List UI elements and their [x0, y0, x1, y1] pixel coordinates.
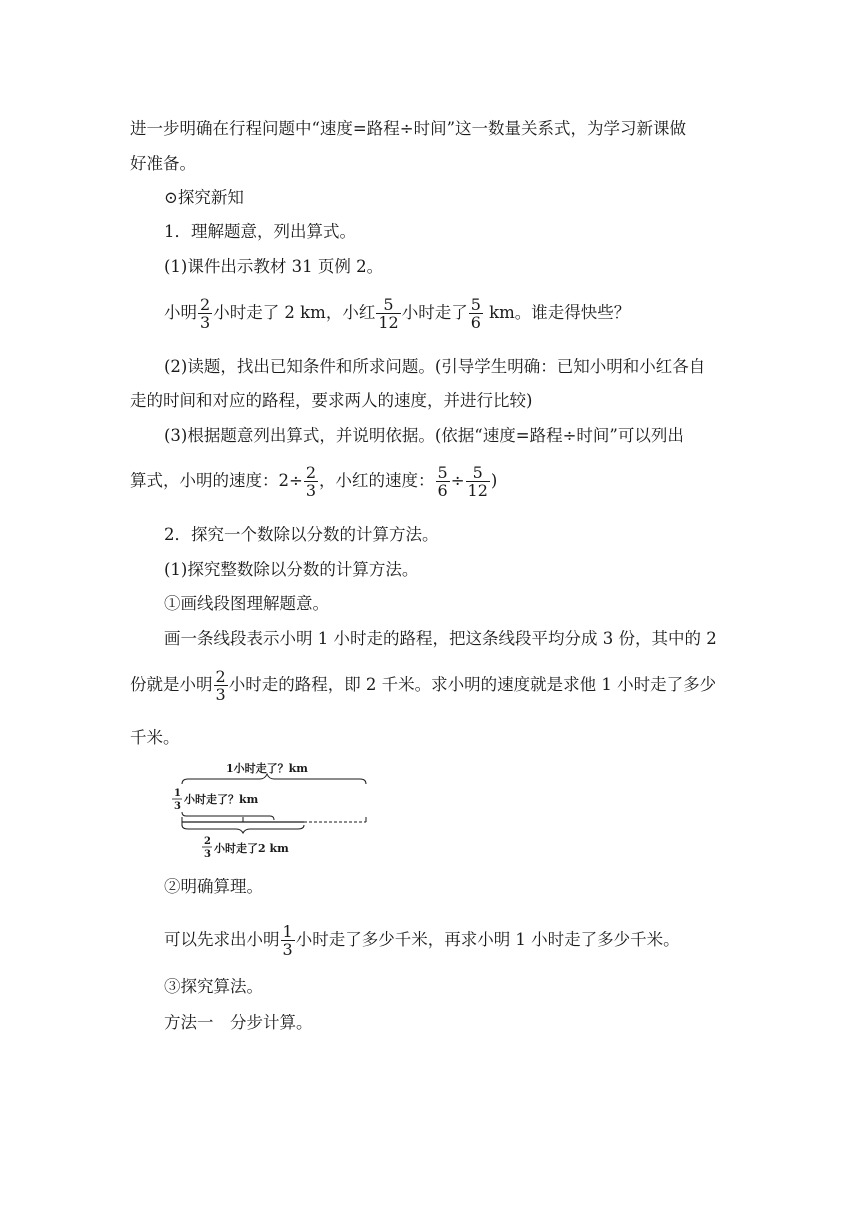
divide-operator: ÷: [450, 471, 465, 490]
diagram-top-label: 1小时走了？km: [226, 762, 308, 775]
step1-sub2-line2: 走的时间和对应的路程，要求两人的速度，并进行比较): [130, 391, 533, 410]
formula-text-2: ，小红的速度：: [319, 471, 435, 490]
reason-line: [164, 923, 680, 958]
fraction-denominator: 12: [467, 481, 488, 500]
section-heading: ⊙探究新知: [164, 188, 244, 207]
reason-text-1: 可以先求出小明: [164, 930, 280, 949]
diagram-twothirds-numerator: 2: [204, 836, 211, 847]
top-brace: [182, 774, 366, 784]
step1-sub3-line2: [130, 464, 497, 499]
paragraph-intro-line2: 好准备。: [130, 154, 196, 173]
fraction-numerator: 5: [437, 463, 448, 482]
diagram-third-numerator: 1: [174, 788, 181, 799]
draw-line1: 画一条线段表示小明 1 小时走的路程，把这条线段平均分成 3 份，其中的 2: [164, 629, 717, 648]
line-segment-diagram: [164, 758, 384, 868]
fraction: [469, 296, 483, 331]
diagram-third-denominator: 3: [174, 801, 181, 812]
fraction-denominator: 3: [215, 685, 226, 704]
fraction: [304, 464, 318, 499]
method1-heading: 方法一 分步计算。: [164, 1013, 313, 1032]
diagram-third-label: 小时走了？km: [184, 793, 259, 806]
circle3-heading: ③探究算法。: [164, 977, 263, 996]
draw-text-2: 小时走的路程，即 2 千米。求小明的速度就是求他 1 小时走了多少: [228, 675, 717, 694]
fraction: [436, 464, 450, 499]
fraction: [466, 464, 490, 499]
step1-sub3-line1: (3)根据题意列出算式，并说明依据。(依据“速度=路程÷时间”可以列出: [164, 426, 684, 445]
draw-text-1: 份就是小明: [130, 675, 213, 694]
problem-text-2: 小时走了 2 km，小红: [213, 303, 376, 322]
fraction-denominator: 12: [378, 313, 399, 332]
two-thirds-brace: [182, 825, 304, 833]
reason-text-2: 小时走了多少千米，再求小明 1 小时走了多少千米。: [295, 930, 680, 949]
fraction-numerator: 1: [282, 922, 293, 941]
fraction-denominator: 3: [282, 940, 293, 959]
fraction-numerator: 5: [472, 463, 483, 482]
fraction-denominator: 6: [437, 481, 448, 500]
formula-text-3: ): [490, 471, 498, 490]
fraction-denominator: 3: [305, 481, 317, 500]
problem-text-1: 小明: [164, 303, 197, 322]
draw-line2: [130, 668, 716, 703]
diagram-twothirds-denominator: 3: [204, 849, 211, 860]
fraction-numerator: 2: [305, 463, 317, 482]
fraction: [198, 296, 212, 331]
fraction-numerator: 5: [383, 295, 394, 314]
circle2-heading: ②明确算理。: [164, 877, 263, 896]
fraction: [214, 668, 228, 703]
draw-line3: 千米。: [130, 728, 180, 747]
step1-sub2-line1: (2)读题，找出已知条件和所求问题。(引导学生明确：已知小明和小红各自: [164, 357, 706, 376]
step1-sub1: (1)课件出示教材 31 页例 2。: [164, 257, 384, 276]
circle1-heading: ①画线段图理解题意。: [164, 594, 329, 613]
fraction-numerator: 2: [215, 667, 226, 686]
problem-text-4: km。谁走得快些？: [483, 303, 631, 322]
formula-text-1: 算式，小明的速度：2÷: [130, 471, 303, 490]
step2-sub1: (1)探究整数除以分数的计算方法。: [164, 560, 419, 579]
problem-text-3: 小时走了: [401, 303, 468, 322]
diagram-twothirds-label: 小时走了2 km: [214, 842, 289, 855]
step1-title: 1．理解题意，列出算式。: [164, 222, 356, 241]
fraction-numerator: 2: [200, 295, 211, 314]
fraction: [376, 296, 400, 331]
fraction-denominator: 6: [470, 313, 481, 332]
one-third-brace: [182, 812, 274, 820]
fraction-denominator: 3: [200, 313, 211, 332]
paragraph-intro-line1: 进一步明确在行程问题中“速度=路程÷时间”这一数量关系式，为学习新课做: [130, 119, 687, 138]
fraction: [281, 923, 295, 958]
step2-title: 2．探究一个数除以分数的计算方法。: [164, 525, 439, 544]
problem-statement: [164, 296, 630, 331]
fraction-numerator: 5: [470, 295, 481, 314]
